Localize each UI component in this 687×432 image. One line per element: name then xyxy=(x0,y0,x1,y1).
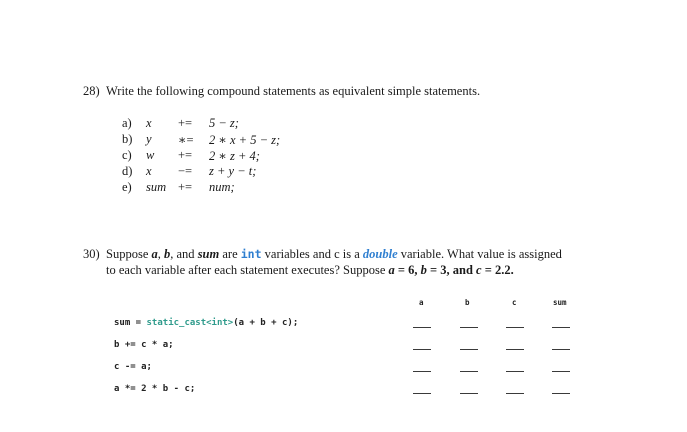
item-operator: ∗= xyxy=(178,133,194,147)
item-expression: 2 ∗ x + 5 − z; xyxy=(209,133,281,147)
item-variable: x xyxy=(146,164,152,178)
column-header-sum: sum xyxy=(553,298,567,307)
column-header-b: b xyxy=(465,298,470,307)
answer-blank-c-2[interactable] xyxy=(506,349,524,350)
answer-blank-c-3[interactable] xyxy=(506,371,524,372)
answer-blank-a-4[interactable] xyxy=(413,393,431,394)
item-operator: += xyxy=(178,116,193,130)
item-label: e) xyxy=(122,180,132,194)
column-header-c: c xyxy=(512,298,517,307)
item-label: c) xyxy=(122,148,132,162)
item-variable: x xyxy=(146,116,152,130)
answer-blank-a-2[interactable] xyxy=(413,349,431,350)
code-statement-3: c -= a; xyxy=(114,362,152,372)
item-operator: −= xyxy=(178,164,193,178)
item-expression: 2 ∗ z + 4; xyxy=(209,149,260,163)
code-statement-2: b += c * a; xyxy=(114,340,174,350)
answer-blank-sum-4[interactable] xyxy=(552,393,570,394)
code-statement-4: a *= 2 * b - c; xyxy=(114,384,196,394)
item-operator: += xyxy=(178,148,193,162)
item-operator: += xyxy=(178,180,193,194)
answer-blank-sum-1[interactable] xyxy=(552,327,570,328)
item-variable: sum xyxy=(146,180,167,194)
question-30-number: 30) xyxy=(83,247,100,261)
answer-blank-b-2[interactable] xyxy=(460,349,478,350)
int-keyword: int xyxy=(240,247,262,261)
code-statement-1: sum = static_cast<int>(a + b + c); xyxy=(114,318,299,328)
item-label: d) xyxy=(122,164,133,178)
item-expression: 5 − z; xyxy=(209,116,239,130)
answer-blank-a-3[interactable] xyxy=(413,371,431,372)
answer-blank-b-4[interactable] xyxy=(460,393,478,394)
item-variable: w xyxy=(146,148,155,162)
item-variable: y xyxy=(146,132,152,146)
answer-blank-sum-3[interactable] xyxy=(552,371,570,372)
answer-blank-c-1[interactable] xyxy=(506,327,524,328)
column-header-a: a xyxy=(419,298,424,307)
item-expression: num; xyxy=(209,180,235,194)
item-label: a) xyxy=(122,116,132,130)
answer-blank-c-4[interactable] xyxy=(506,393,524,394)
question-28-number: 28) xyxy=(83,84,100,98)
double-keyword: double xyxy=(362,247,398,261)
question-30-line-2: to each variable after each statement executes? Suppose a = 6, b = 3, and c = 2.2. xyxy=(106,263,514,277)
item-expression: z + y − t; xyxy=(209,164,257,178)
question-28-prompt: Write the following compound statements as equivalent simple statements. xyxy=(106,84,481,98)
answer-blank-b-3[interactable] xyxy=(460,371,478,372)
answer-blank-sum-2[interactable] xyxy=(552,349,570,350)
item-label: b) xyxy=(122,132,133,146)
answer-blank-b-1[interactable] xyxy=(460,327,478,328)
question-30-line-1: Suppose a, b, and sum are int variables and c is a double variable. What value is assigned xyxy=(106,247,562,261)
answer-blank-a-1[interactable] xyxy=(413,327,431,328)
